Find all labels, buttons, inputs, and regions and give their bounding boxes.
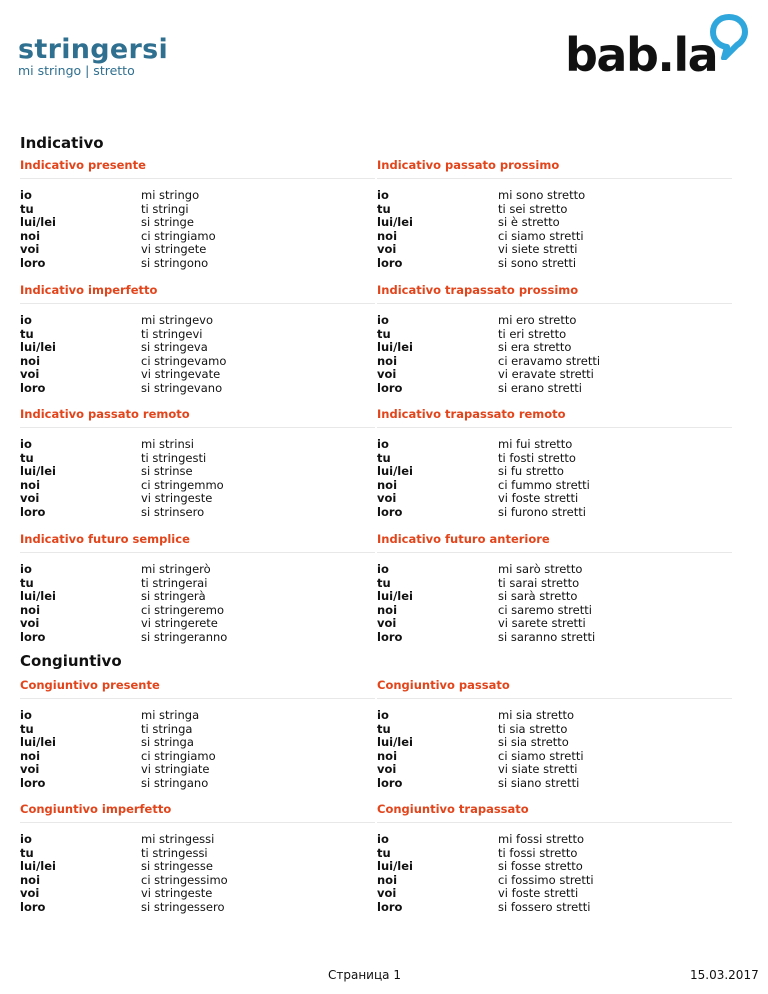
pronoun: loro: [377, 899, 403, 914]
pronoun: voi: [20, 242, 40, 256]
pronoun: lui/lei: [20, 735, 56, 749]
conjugation-row: [20, 382, 375, 396]
verb-form: ti sei stretto: [498, 201, 568, 216]
verb-form: si stringevano: [141, 380, 223, 395]
conjugation-row: [377, 847, 732, 861]
pronoun: io: [377, 832, 389, 846]
conjugation-list: [20, 833, 375, 914]
conjugation-row: [377, 230, 732, 244]
tense-title: Indicativo trapassato prossimo: [377, 283, 732, 304]
conjugation-list: [377, 563, 732, 644]
pronoun: tu: [20, 721, 34, 736]
verb-form: si sono stretti: [498, 255, 577, 270]
pronoun: voi: [20, 762, 40, 776]
verb-form: si stringesse: [141, 859, 213, 873]
verb-form: si sarà stretto: [498, 589, 578, 603]
conjugation-row: [20, 452, 375, 466]
tense-title: Indicativo trapassato remoto: [377, 407, 732, 428]
conjugation-row: [20, 750, 375, 764]
verb-form: mi stringerò: [141, 562, 211, 576]
tense-block: [20, 678, 375, 790]
pronoun: noi: [377, 748, 398, 763]
conjugation-row: [20, 341, 375, 355]
pronoun: voi: [377, 242, 397, 256]
verb-form: si stringono: [141, 255, 209, 270]
page-header: [18, 36, 168, 78]
tense-title: Indicativo futuro anteriore: [377, 532, 732, 553]
pronoun: tu: [377, 721, 391, 736]
conjugation-row: [377, 631, 732, 645]
conjugation-row: [377, 763, 732, 777]
tense-title: Congiuntivo passato: [377, 678, 732, 699]
verb-title: stringersi: [18, 34, 169, 65]
tense-block: [20, 802, 375, 914]
tense-title: Congiuntivo presente: [20, 678, 375, 699]
pronoun: io: [20, 188, 32, 202]
verb-form: si è stretto: [498, 215, 560, 229]
verb-form: mi sia stretto: [498, 708, 575, 722]
verb-form: mi sono stretto: [498, 188, 586, 202]
verb-form: vi stringevate: [141, 367, 221, 381]
conjugation-row: [20, 833, 375, 847]
verb-form: si siano stretti: [498, 775, 580, 790]
verb-form: vi stringete: [141, 242, 207, 256]
conjugation-row: [377, 604, 732, 618]
verb-form: ti stringa: [141, 721, 193, 736]
conjugation-row: [20, 577, 375, 591]
pronoun: loro: [20, 380, 46, 395]
pronoun: loro: [20, 899, 46, 914]
conjugation-row: [20, 314, 375, 328]
conjugation-row: [377, 452, 732, 466]
verb-form: ci stringemmo: [141, 477, 224, 492]
verb-form: si sia stretto: [498, 735, 569, 749]
pronoun: lui/lei: [20, 589, 56, 603]
pronoun: loro: [377, 504, 403, 519]
verb-form: ti stringi: [141, 201, 189, 216]
verb-form: si strinsero: [141, 504, 205, 519]
conjugation-row: [377, 617, 732, 631]
pronoun: lui/lei: [20, 859, 56, 873]
conjugation-row: [20, 874, 375, 888]
pronoun: loro: [20, 775, 46, 790]
verb-form: si stringe: [141, 215, 194, 229]
conjugation-row: [20, 368, 375, 382]
verb-form: ci stringiamo: [141, 748, 216, 763]
pronoun: loro: [377, 380, 403, 395]
conjugation-row: [20, 230, 375, 244]
conjugation-row: [20, 617, 375, 631]
verb-form: mi stringa: [141, 708, 200, 722]
verb-form: ti stringevi: [141, 326, 203, 341]
verb-form: si stringeranno: [141, 629, 228, 644]
verb-form: vi stringeste: [141, 491, 213, 505]
conjugation-row: [377, 874, 732, 888]
tense-block: [377, 678, 732, 790]
pronoun: io: [377, 437, 389, 451]
pronoun: voi: [20, 367, 40, 381]
tense-block: [20, 158, 375, 270]
conjugation-row: [377, 860, 732, 874]
conjugation-row: [20, 243, 375, 257]
conjugation-row: [20, 631, 375, 645]
verb-form: si fossero stretti: [498, 899, 591, 914]
pronoun: voi: [377, 762, 397, 776]
conjugation-list: [377, 438, 732, 519]
verb-form: mi stringessi: [141, 832, 215, 846]
conjugation-row: [20, 777, 375, 791]
conjugation-list: [377, 189, 732, 270]
tense-title: Indicativo presente: [20, 158, 375, 179]
pronoun: voi: [377, 367, 397, 381]
pronoun: tu: [377, 575, 391, 590]
verb-form: mi stringo: [141, 188, 200, 202]
conjugation-row: [20, 723, 375, 737]
conjugation-row: [377, 506, 732, 520]
verb-form: ci fummo stretti: [498, 477, 590, 492]
pronoun: loro: [377, 629, 403, 644]
pronoun: noi: [20, 872, 41, 887]
verb-form: ti eri stretto: [498, 326, 567, 341]
pronoun: noi: [377, 477, 398, 492]
verb-form: vi stringerete: [141, 616, 218, 630]
pronoun: lui/lei: [377, 735, 413, 749]
verb-form: ci stringessimo: [141, 872, 228, 887]
verb-form: mi sarò stretto: [498, 562, 583, 576]
conjugation-row: [377, 750, 732, 764]
tense-block: [377, 283, 732, 395]
tense-title: Congiuntivo trapassato: [377, 802, 732, 823]
pronoun: tu: [377, 326, 391, 341]
conjugation-row: [377, 243, 732, 257]
verb-form: vi foste stretti: [498, 491, 579, 505]
verb-form: si fu stretto: [498, 464, 564, 478]
conjugation-row: [377, 736, 732, 750]
pronoun: noi: [20, 477, 41, 492]
pronoun: tu: [20, 845, 34, 860]
conjugation-row: [20, 438, 375, 452]
pronoun: voi: [377, 616, 397, 630]
verb-form: ti sia stretto: [498, 721, 568, 736]
conjugation-row: [377, 577, 732, 591]
pronoun: loro: [20, 504, 46, 519]
page-number: Страница 1: [328, 968, 401, 982]
pronoun: tu: [20, 450, 34, 465]
pronoun: io: [377, 562, 389, 576]
pronoun: tu: [377, 450, 391, 465]
verb-form: mi ero stretto: [498, 313, 577, 327]
speech-bubble-icon: [710, 14, 748, 60]
conjugation-list: [377, 833, 732, 914]
conjugation-row: [377, 563, 732, 577]
pronoun: lui/lei: [377, 464, 413, 478]
pronoun: io: [20, 832, 32, 846]
mood-heading-congiuntivo: Congiuntivo: [20, 652, 122, 670]
pronoun: noi: [20, 228, 41, 243]
conjugation-row: [20, 763, 375, 777]
verb-form: si stringeva: [141, 340, 208, 354]
conjugation-list: [20, 189, 375, 270]
verb-form: si era stretto: [498, 340, 572, 354]
verb-form: ci eravamo stretti: [498, 353, 601, 368]
conjugation-row: [377, 465, 732, 479]
conjugation-row: [377, 901, 732, 915]
conjugation-row: [20, 479, 375, 493]
pronoun: lui/lei: [377, 215, 413, 229]
pronoun: lui/lei: [20, 464, 56, 478]
pronoun: noi: [20, 602, 41, 617]
verb-form: mi strinsi: [141, 437, 194, 451]
verb-form: ci stringeremo: [141, 602, 225, 617]
conjugation-row: [377, 216, 732, 230]
print-date: 15.03.2017: [690, 968, 759, 982]
conjugation-row: [20, 465, 375, 479]
conjugation-row: [20, 355, 375, 369]
pronoun: io: [20, 313, 32, 327]
pronoun: loro: [377, 775, 403, 790]
conjugation-row: [20, 590, 375, 604]
conjugation-row: [20, 847, 375, 861]
pronoun: loro: [377, 255, 403, 270]
pronoun: lui/lei: [20, 340, 56, 354]
conjugation-list: [377, 709, 732, 790]
conjugation-row: [377, 709, 732, 723]
verb-form: si stringa: [141, 735, 194, 749]
verb-form: si furono stretti: [498, 504, 586, 519]
verb-form: ti fossi stretto: [498, 845, 578, 860]
tense-title: Indicativo passato remoto: [20, 407, 375, 428]
verb-form: si stringessero: [141, 899, 225, 914]
pronoun: noi: [20, 748, 41, 763]
conjugation-row: [377, 341, 732, 355]
pronoun: tu: [20, 326, 34, 341]
pronoun: voi: [20, 886, 40, 900]
verb-form: mi fossi stretto: [498, 832, 585, 846]
verb-form: vi eravate stretti: [498, 367, 594, 381]
verb-form: si saranno stretti: [498, 629, 596, 644]
pronoun: voi: [377, 491, 397, 505]
conjugation-list: [20, 563, 375, 644]
conjugation-list: [377, 314, 732, 395]
conjugation-row: [20, 604, 375, 618]
conjugation-row: [377, 723, 732, 737]
verb-form: vi sarete stretti: [498, 616, 586, 630]
verb-form: si stringerà: [141, 589, 206, 603]
verb-principal-forms: mi stringo | stretto: [18, 63, 135, 78]
pronoun: io: [20, 437, 32, 451]
verb-form: vi siate stretti: [498, 762, 578, 776]
conjugation-row: [377, 438, 732, 452]
pronoun: tu: [377, 201, 391, 216]
conjugation-row: [377, 328, 732, 342]
pronoun: tu: [377, 845, 391, 860]
pronoun: noi: [377, 353, 398, 368]
conjugation-row: [20, 736, 375, 750]
conjugation-row: [20, 189, 375, 203]
verb-form: mi fui stretto: [498, 437, 573, 451]
pronoun: io: [20, 708, 32, 722]
conjugation-row: [20, 216, 375, 230]
verb-form: ci fossimo stretti: [498, 872, 594, 887]
conjugation-row: [377, 314, 732, 328]
conjugation-row: [377, 189, 732, 203]
verb-form: mi stringevo: [141, 313, 213, 327]
tense-block: [377, 158, 732, 270]
conjugation-row: [20, 563, 375, 577]
conjugation-row: [377, 479, 732, 493]
verb-form: ci saremo stretti: [498, 602, 592, 617]
verb-form: ci siamo stretti: [498, 228, 584, 243]
bab-la-logo: [565, 14, 750, 82]
conjugation-row: [20, 709, 375, 723]
conjugation-row: [377, 777, 732, 791]
conjugation-row: [377, 887, 732, 901]
pronoun: loro: [20, 255, 46, 270]
verb-form: si fosse stretto: [498, 859, 583, 873]
tense-block: [20, 407, 375, 519]
conjugation-list: [20, 438, 375, 519]
conjugation-row: [377, 492, 732, 506]
tense-title: Indicativo imperfetto: [20, 283, 375, 304]
verb-form: ti stringerai: [141, 575, 208, 590]
conjugation-row: [20, 860, 375, 874]
conjugation-row: [20, 901, 375, 915]
conjugation-row: [20, 506, 375, 520]
pronoun: io: [20, 562, 32, 576]
verb-form: ci stringiamo: [141, 228, 216, 243]
tense-block: [377, 532, 732, 644]
pronoun: io: [377, 708, 389, 722]
verb-form: si stringano: [141, 775, 209, 790]
pronoun: noi: [377, 872, 398, 887]
conjugation-row: [377, 833, 732, 847]
pronoun: noi: [377, 602, 398, 617]
pronoun: loro: [20, 629, 46, 644]
verb-form: si erano stretti: [498, 380, 582, 395]
pronoun: lui/lei: [20, 215, 56, 229]
tense-title: Congiuntivo imperfetto: [20, 802, 375, 823]
verb-form: si strinse: [141, 464, 193, 478]
conjugation-row: [20, 887, 375, 901]
verb-form: ci siamo stretti: [498, 748, 584, 763]
pronoun: tu: [20, 201, 34, 216]
verb-form: vi siete stretti: [498, 242, 578, 256]
conjugation-row: [377, 355, 732, 369]
verb-form: vi foste stretti: [498, 886, 579, 900]
pronoun: io: [377, 313, 389, 327]
verb-form: ti stringesti: [141, 450, 207, 465]
pronoun: voi: [20, 491, 40, 505]
pronoun: voi: [20, 616, 40, 630]
tense-block: [377, 407, 732, 519]
conjugation-row: [377, 203, 732, 217]
verb-form: ci stringevamo: [141, 353, 227, 368]
pronoun: tu: [20, 575, 34, 590]
conjugation-row: [377, 382, 732, 396]
conjugation-list: [20, 709, 375, 790]
verb-form: ti fosti stretto: [498, 450, 576, 465]
mood-heading-indicativo: Indicativo: [20, 134, 104, 152]
logo-text: bab.la: [565, 28, 718, 82]
pronoun: voi: [377, 886, 397, 900]
tense-block: [377, 802, 732, 914]
conjugation-row: [20, 328, 375, 342]
conjugation-row: [20, 203, 375, 217]
verb-form: vi stringiate: [141, 762, 210, 776]
tense-block: [20, 532, 375, 644]
pronoun: lui/lei: [377, 589, 413, 603]
pronoun: io: [377, 188, 389, 202]
pronoun: noi: [20, 353, 41, 368]
verb-form: vi stringeste: [141, 886, 213, 900]
conjugation-row: [20, 257, 375, 271]
conjugation-list: [20, 314, 375, 395]
conjugation-row: [20, 492, 375, 506]
tense-block: [20, 283, 375, 395]
verb-form: ti sarai stretto: [498, 575, 580, 590]
tense-title: Indicativo futuro semplice: [20, 532, 375, 553]
conjugation-row: [377, 257, 732, 271]
conjugation-row: [377, 368, 732, 382]
pronoun: noi: [377, 228, 398, 243]
verb-form: ti stringessi: [141, 845, 208, 860]
pronoun: lui/lei: [377, 859, 413, 873]
conjugation-row: [377, 590, 732, 604]
pronoun: lui/lei: [377, 340, 413, 354]
tense-title: Indicativo passato prossimo: [377, 158, 732, 179]
